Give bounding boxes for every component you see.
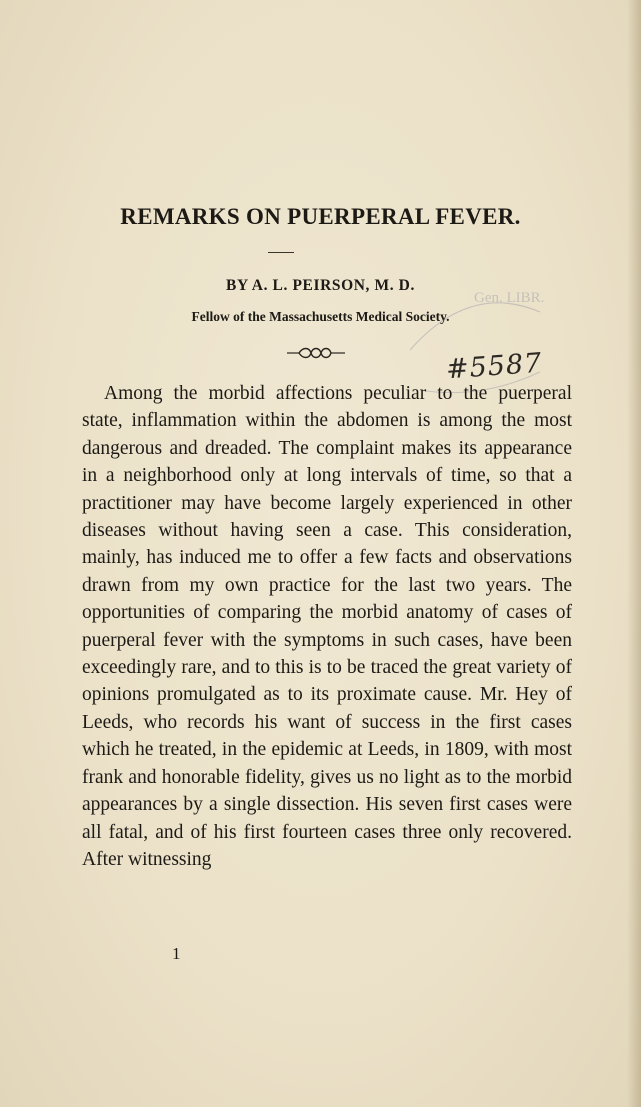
body-paragraph: Among the morbid affections peculiar to the puerperal state, inflammation within the abdomen is among the most dangerous and dreaded. The complaint makes its appearance in a neighborhood only at long intervals of time, so that a practitioner may have become largely experienced in other diseases without having seen a case. This consideration, mainly, has induced me to offer a few facts and observations drawn from my own practice for the last two years. The opportunities of comparing the morbid anatomy of cases of puerperal fever with the symptoms in such cases, have been exceedingly rare, and to this is to be traced the great variety of opinions promulgated as to its proximate cause. Mr. Hey of Leeds, who records his want of success in the first cases which he treated, in the epidemic at Leeds, in 1809, with most frank and honorable fidelity, gives us no light as to the morbid appearances by a single dissection. His seven first cases were all fatal, and of his first fourteen cases three only recovered. After witnessing [82,383,572,870]
ornament-divider-icon [287,346,347,360]
page-number: 1 [172,944,181,963]
author-affiliation: Fellow of the Massachusetts Medical Society. [191,309,450,324]
library-stamp-text: Gen. LIBR. [474,290,545,306]
title-divider [268,252,294,253]
page-edge-shadow [627,0,641,1107]
page-title: REMARKS ON PUERPERAL FEVER. [120,204,521,229]
handwritten-catalog-mark: #5587 [445,347,544,386]
author-byline: BY A. L. PEIRSON, M. D. [226,277,415,294]
